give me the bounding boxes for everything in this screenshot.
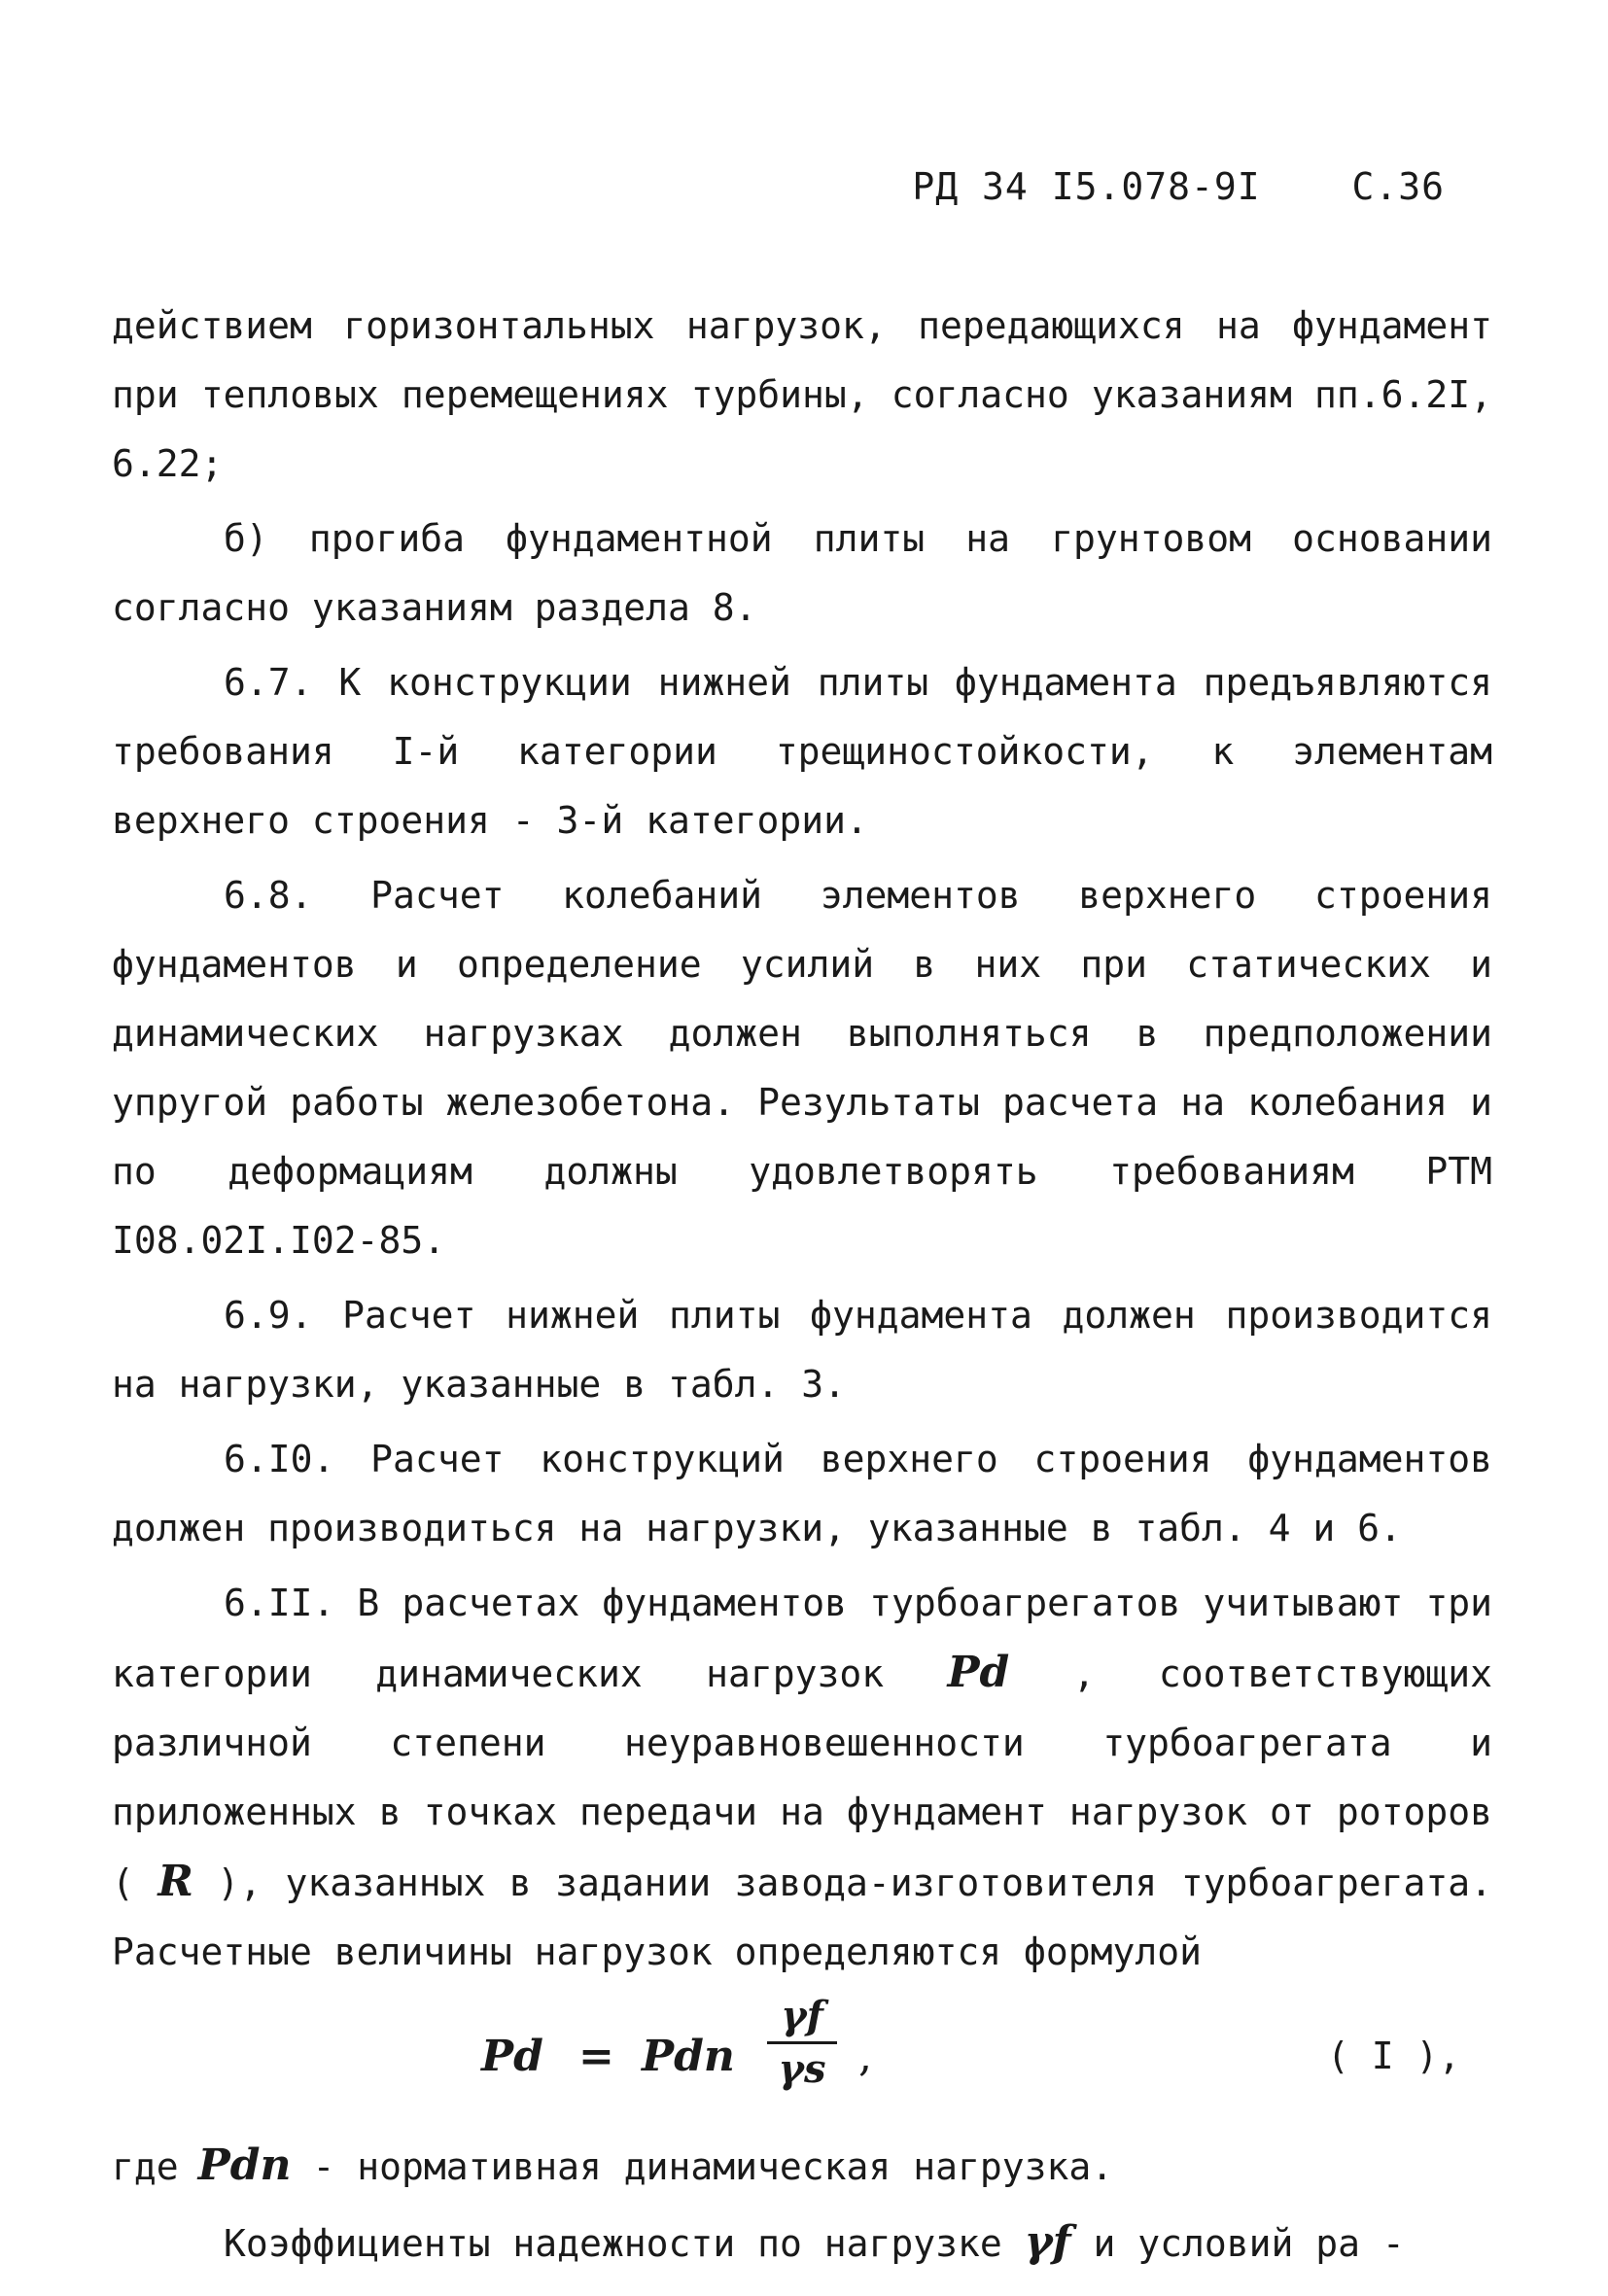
formula-equals: =	[578, 2032, 614, 2081]
paragraph-6-10: 6.I0. Расчет конструкций верхнего строения фундаментов должен производиться на нагрузки, указанные в табл. 4 и 6.	[112, 1438, 1492, 1549]
page-number: С.36	[1351, 165, 1445, 208]
paragraph-6-11-part-c: ), указанных в задании завода-изготовителя турбоагрегата. Расчетные величины нагрузок определяются формулой	[112, 1861, 1492, 1973]
paragraph-6-7: 6.7. К конструкции нижней плиты фундамента предъявляются требования I-й категории трещиностойкости, к элементам верхнего строения - 3-й категории.	[112, 661, 1492, 842]
where-line	[112, 2131, 1492, 2202]
paragraph-item-b: б) прогиба фундаментной плиты на грунтовом основании согласно указаниям раздела 8.	[112, 517, 1492, 629]
paragraph-continuation: действием горизонтальных нагрузок, передающихся на фундамент при тепловых перемещениях турбины, согласно указаниям пп.6.2I, 6.22;	[112, 304, 1492, 485]
coefficients-text-b: и условий ра -	[1093, 2222, 1405, 2265]
formula-comma: ,	[858, 2032, 872, 2081]
formula-lhs: Pd	[481, 2032, 543, 2081]
paragraph-6-11-part-a: 6.II. В расчетах фундаментов турбоагрегатов учитывают три категории динамических нагрузок	[112, 1582, 1492, 1695]
symbol-pd: Pd	[947, 1648, 1010, 1697]
symbol-r: R	[157, 1857, 193, 1906]
formula-number: ( I ),	[1327, 2035, 1461, 2077]
page-header	[912, 165, 1445, 208]
fraction-numerator: γf	[781, 1993, 823, 2038]
where-word: где	[112, 2145, 179, 2188]
where-text: - нормативная динамическая нагрузка.	[312, 2145, 1114, 2188]
document-code: РД 34 I5.078-9I	[912, 165, 1261, 208]
paragraph-coefficients	[112, 2208, 1492, 2279]
formula-1	[112, 1993, 1492, 2123]
paragraph-6-11	[112, 1569, 1492, 1987]
formula-fraction	[763, 1993, 841, 2093]
symbol-gamma-f: γf	[1024, 2217, 1071, 2267]
paragraph-6-8: 6.8. Расчет колебаний элементов верхнего строения фундаментов и определение усилий в них при статических и динамических нагрузках должен выполняться в предположении упругой работы железобетона. Результаты расчета на колебания и по деформациям должны удовлетворять требованиям РТМ I08.02I.I02-85.	[112, 874, 1492, 1262]
paragraph-6-11-part-b: , соответствующих различной степени неуравновешенности турбоагрегата и приложенных в точках передачи на фундамент нагрузок от роторов (	[112, 1652, 1492, 1904]
fraction-bar	[767, 2041, 837, 2044]
symbol-pdn: Pdn	[197, 2140, 292, 2190]
formula-pdn: Pdn	[642, 2032, 735, 2081]
document-body	[112, 292, 1492, 2279]
fraction-denominator: γs	[778, 2046, 826, 2092]
coefficients-text-a: Коэффициенты надежности по нагрузке	[224, 2222, 1002, 2265]
paragraph-6-9: 6.9. Расчет нижней плиты фундамента должен производится на нагрузки, указанные в табл. 3.	[112, 1294, 1492, 1406]
